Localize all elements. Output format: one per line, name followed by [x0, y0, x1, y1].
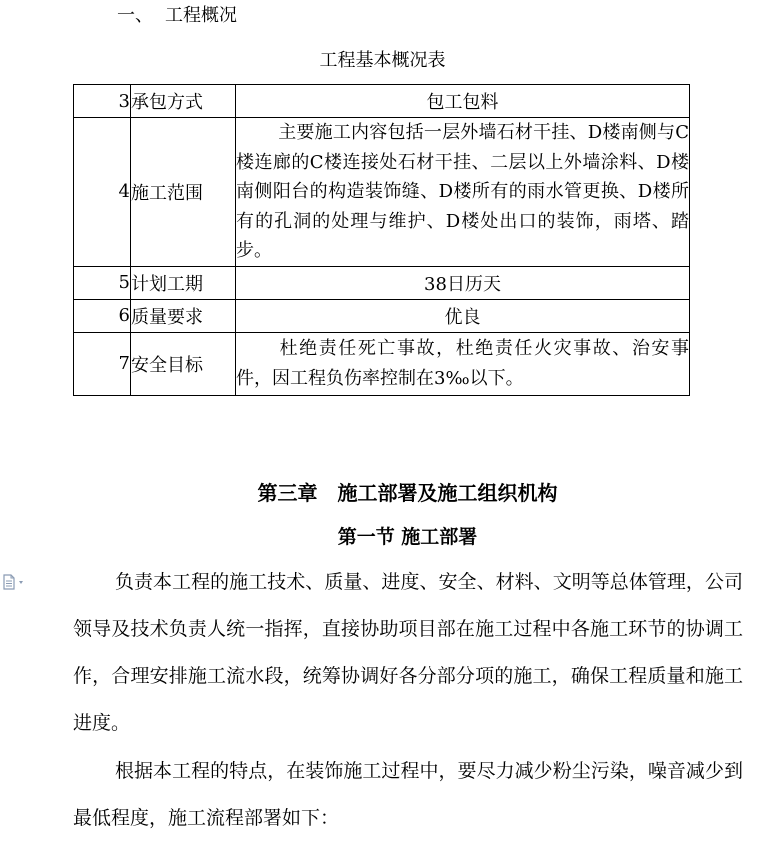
table-row — [74, 85, 690, 118]
section-heading-number: 一、 — [117, 5, 153, 26]
row-item: 承包方式 — [131, 85, 236, 118]
chapter-title: 第三章 施工部署及施工组织机构 — [257, 481, 558, 505]
row-number: 6 — [74, 299, 131, 332]
row-value: 优良 — [236, 299, 690, 332]
row-value-text: 主要施工内容包括一层外墙石材干挂、D楼南侧与C楼连廊的C楼连接处石材干挂、二层以上外墙涂料、D楼南侧阳台的构造装饰缝、D楼所有的雨水管更换、D楼所有的孔洞的处理与维护、D楼处出口的装饰，雨塔、踏步。 — [236, 122, 689, 261]
row-item: 质量要求 — [131, 299, 236, 332]
row-item: 计划工期 — [131, 266, 236, 299]
row-item: 安全目标 — [131, 332, 236, 395]
row-value — [236, 332, 690, 395]
section-title: 第一节 施工部署 — [337, 526, 478, 548]
project-overview-table — [73, 84, 690, 396]
section-heading — [117, 3, 237, 29]
table-caption: 工程基本概况表 — [319, 50, 446, 71]
row-number: 5 — [74, 266, 131, 299]
row-value — [236, 118, 690, 267]
body-paragraph: 负责本工程的施工技术、质量、进度、安全、材料、文明等总体管理，公司领导及技术负责人统一指挥，直接协助项目部在施工过程中各施工环节的协调工作，合理安排施工流水段，统筹协调好各分部分项的施工，确保工程质量和施工进度。 — [73, 571, 743, 734]
section-heading-title: 工程概况 — [165, 5, 237, 26]
table-row — [74, 266, 690, 299]
row-number: 7 — [74, 332, 131, 395]
table-row — [74, 332, 690, 395]
row-item: 施工范围 — [131, 118, 236, 267]
row-value-text: 杜绝责任死亡事故，杜绝责任火灾事故、治安事件，因工程负伤率控制在3‰以下。 — [236, 338, 689, 389]
table-row — [74, 118, 690, 267]
document-comment-icon[interactable] — [2, 574, 28, 590]
row-value: 包工包料 — [236, 85, 690, 118]
document-comment-icon-graphic — [2, 574, 28, 590]
row-number: 4 — [74, 118, 131, 267]
row-value: 38日历天 — [236, 266, 690, 299]
table-row — [74, 299, 690, 332]
body-paragraph: 根据本工程的特点，在装饰施工过程中，要尽力减少粉尘污染，噪音减少到最低程度，施工流程部署如下： — [73, 760, 743, 829]
row-number: 3 — [74, 85, 131, 118]
